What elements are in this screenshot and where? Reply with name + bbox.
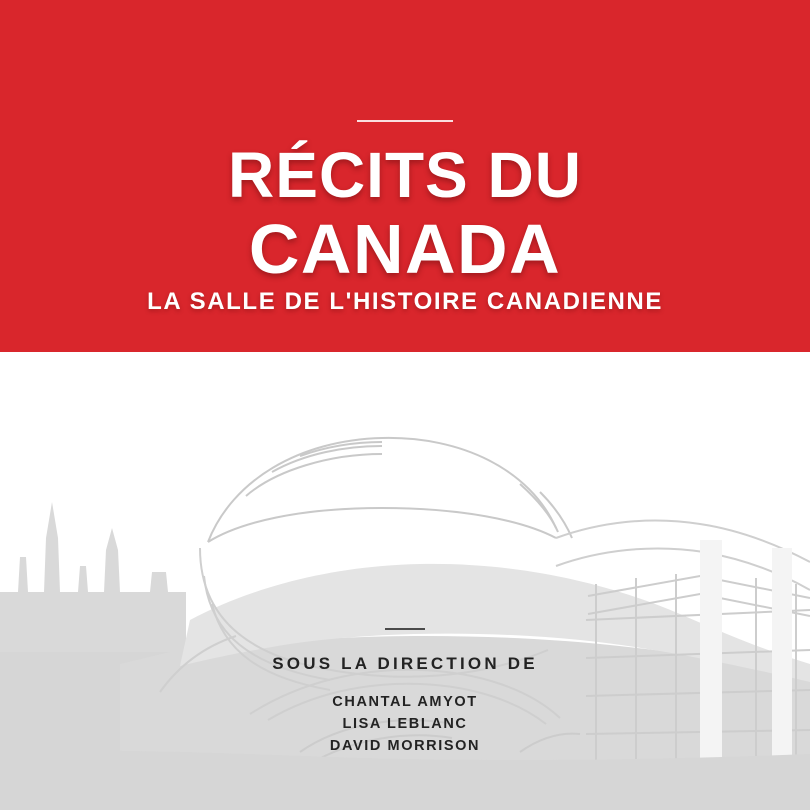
book-title-line-2: CANADA xyxy=(248,210,562,289)
title-band xyxy=(0,0,810,352)
editor-name: LISA LEBLANC xyxy=(342,715,468,732)
credits-heading: SOUS LA DIRECTION DE xyxy=(272,654,538,673)
decorative-rule-credits xyxy=(385,628,425,630)
book-subtitle: LA SALLE DE L'HISTOIRE CANADIENNE xyxy=(147,288,663,315)
book-title xyxy=(0,139,810,289)
credits-block xyxy=(0,628,810,757)
foreground-ground-band xyxy=(0,751,810,810)
decorative-rule-top xyxy=(357,120,453,122)
book-title-line-1: RÉCITS DU xyxy=(228,139,582,211)
editor-name: CHANTAL AMYOT xyxy=(332,694,478,710)
editor-name: DAVID MORRISON xyxy=(329,737,481,754)
